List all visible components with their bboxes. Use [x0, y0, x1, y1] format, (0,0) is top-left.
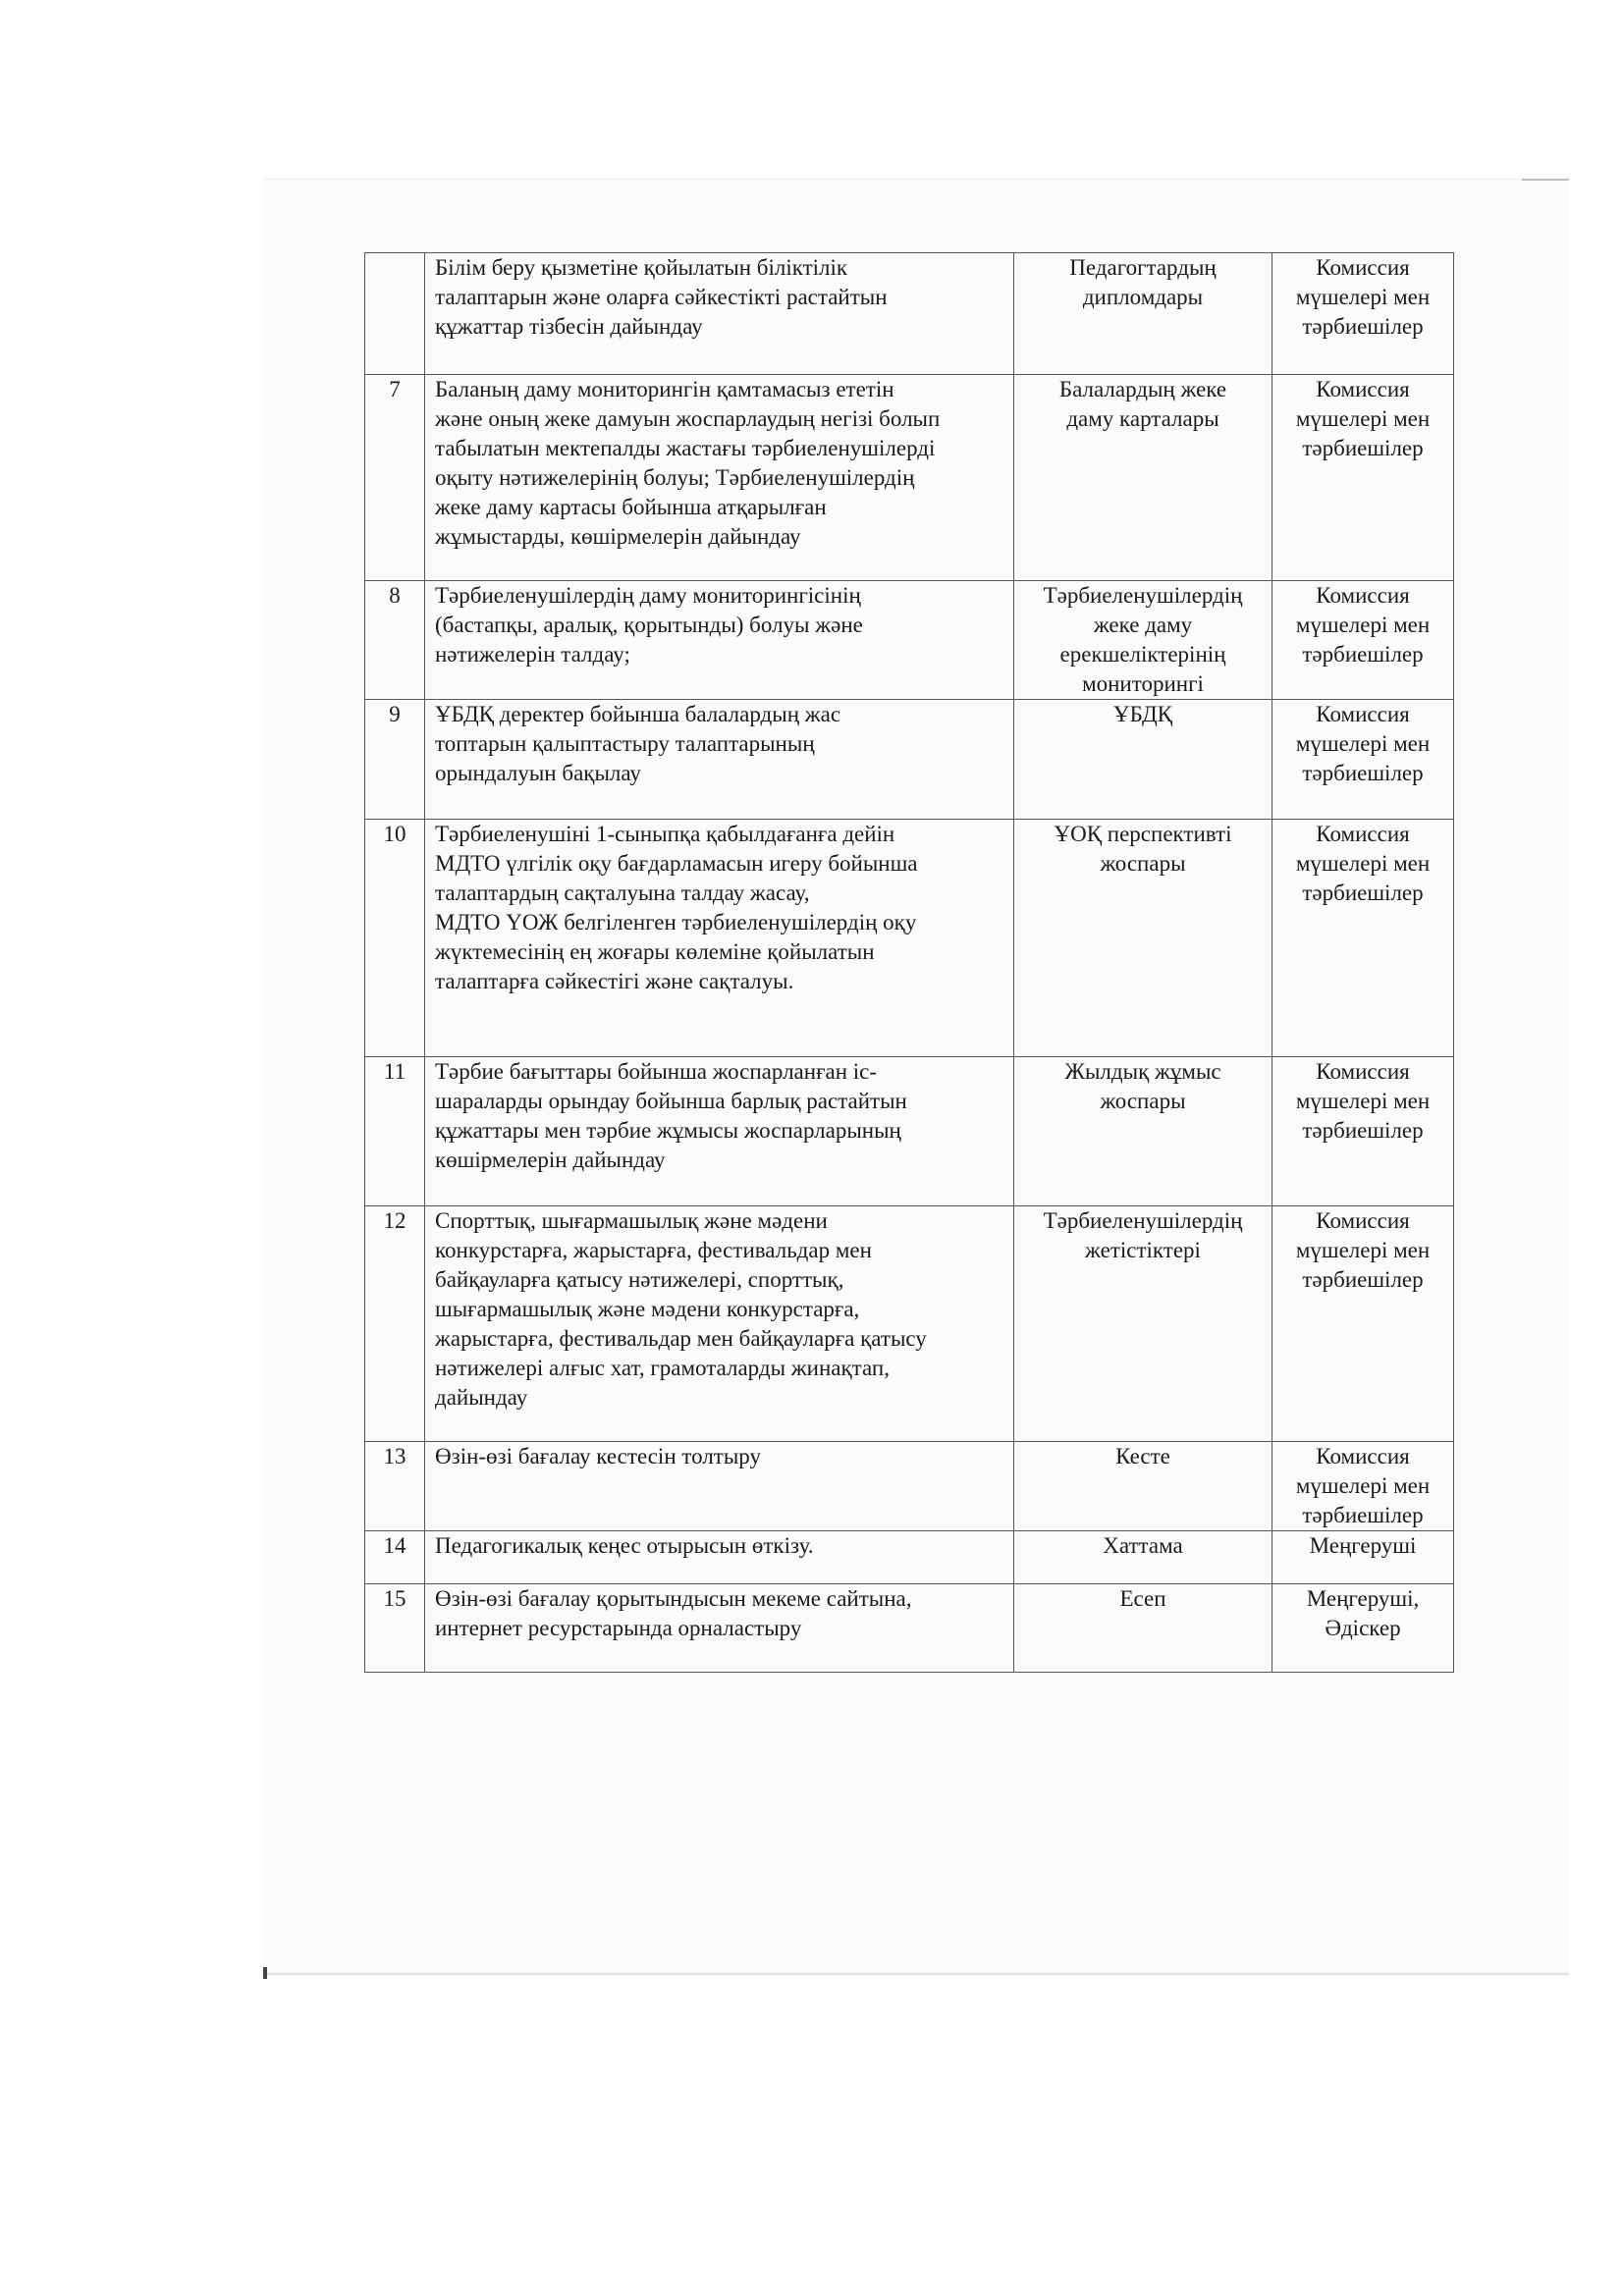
row-number	[365, 253, 425, 375]
task-description: Өзін-өзі бағалау қорытындысын мекеме сайтына, интернет ресурстарында орналастыру	[425, 1584, 1014, 1673]
source-document: Балалардың жеке даму карталары	[1014, 375, 1272, 581]
table-row	[365, 375, 1454, 581]
source-document: Есеп	[1014, 1584, 1272, 1673]
row-number: 14	[365, 1531, 425, 1584]
responsible: Меңгеруші, Әдіскер	[1272, 1584, 1454, 1673]
row-number: 12	[365, 1206, 425, 1442]
table-row	[365, 253, 1454, 375]
source-document: Жылдық жұмыс жоспары	[1014, 1057, 1272, 1206]
table-row	[365, 700, 1454, 820]
responsible: Комиссия мүшелері мен тәрбиешілер	[1272, 1442, 1454, 1531]
source-document: Кесте	[1014, 1442, 1272, 1531]
task-description: Педагогикалық кеңес отырысын өткізу.	[425, 1531, 1014, 1584]
task-description: Баланың даму мониторингін қамтамасыз ететін және оның жеке дамуын жоспарлаудың негізі болып табылатын мектепалды жастағы тәрбиеленушілерді оқыту нәтижелерінің болуы; Тәрбиеленушілердің жеке даму картасы бойынша атқарылған жұмыстарды, көшірмелерін дайындау	[425, 375, 1014, 581]
source-document: Педагогтардың дипломдары	[1014, 253, 1272, 375]
table-row	[365, 581, 1454, 700]
task-description: Тәрбиеленушілердің даму мониторингісінің (бастапқы, аралық, қорытынды) болуы және нәтижелерін талдау;	[425, 581, 1014, 700]
table-row	[365, 820, 1454, 1057]
row-number: 13	[365, 1442, 425, 1531]
task-description: ҰБДҚ деректер бойынша балалардың жас топтарын қалыптастыру талаптарының орындалуын бақылау	[425, 700, 1014, 820]
task-description: Өзін-өзі бағалау кестесін толтыру	[425, 1442, 1014, 1531]
scan-mark	[263, 1967, 267, 1979]
responsible: Комиссия мүшелері мен тәрбиешілер	[1272, 581, 1454, 700]
source-document: Тәрбиеленушілердің жетістіктері	[1014, 1206, 1272, 1442]
task-description: Тәрбиеленушіні 1-сыныпқа қабылдағанға дейін МДТО үлгілік оқу бағдарламасын игеру бойынша талаптардың сақталуына талдау жасау, МДТО ҮОЖ белгіленген тәрбиеленушілердің оқу жүктемесінің ең жоғары көлеміне қойылатын талаптарға сәйкестігі және сақталуы.	[425, 820, 1014, 1057]
row-number: 8	[365, 581, 425, 700]
responsible: Комиссия мүшелері мен тәрбиешілер	[1272, 253, 1454, 375]
task-description: Білім беру қызметіне қойылатын біліктілік талаптарын және оларға сәйкестікті растайтын құжаттар тізбесін дайындау	[425, 253, 1014, 375]
row-number: 7	[365, 375, 425, 581]
sheet-edge	[1522, 179, 1569, 181]
source-document: ҰБДҚ	[1014, 700, 1272, 820]
table-row	[365, 1584, 1454, 1673]
plan-table	[364, 252, 1454, 1673]
source-document: ҰОҚ перспективті жоспары	[1014, 820, 1272, 1057]
task-description: Тәрбие бағыттары бойынша жоспарланған іс- шараларды орындау бойынша барлық растайтын құжаттары мен тәрбие жұмысы жоспарларының көшірмелерін дайындау	[425, 1057, 1014, 1206]
row-number: 10	[365, 820, 425, 1057]
row-number: 9	[365, 700, 425, 820]
row-number: 11	[365, 1057, 425, 1206]
table-row	[365, 1057, 1454, 1206]
responsible: Комиссия мүшелері мен тәрбиешілер	[1272, 375, 1454, 581]
table-row	[365, 1442, 1454, 1531]
responsible: Комиссия мүшелері мен тәрбиешілер	[1272, 700, 1454, 820]
responsible: Комиссия мүшелері мен тәрбиешілер	[1272, 1057, 1454, 1206]
source-document: Хаттама	[1014, 1531, 1272, 1584]
table-row	[365, 1206, 1454, 1442]
responsible: Меңгеруші	[1272, 1531, 1454, 1584]
row-number: 15	[365, 1584, 425, 1673]
responsible: Комиссия мүшелері мен тәрбиешілер	[1272, 1206, 1454, 1442]
table-row	[365, 1531, 1454, 1584]
responsible: Комиссия мүшелері мен тәрбиешілер	[1272, 820, 1454, 1057]
task-description: Спорттық, шығармашылық және мәдени конкурстарға, жарыстарға, фестивальдар мен байқауларға қатысу нәтижелері, спорттық, шығармашылық және мәдени конкурстарға, жарыстарға, фестивальдар мен байқауларға қатысу нәтижелері алғыс хат, грамоталарды жинақтап, дайындау	[425, 1206, 1014, 1442]
source-document: Тәрбиеленушілердің жеке даму ерекшеліктерінің мониторингі	[1014, 581, 1272, 700]
sheet-edge	[263, 1973, 1569, 1975]
